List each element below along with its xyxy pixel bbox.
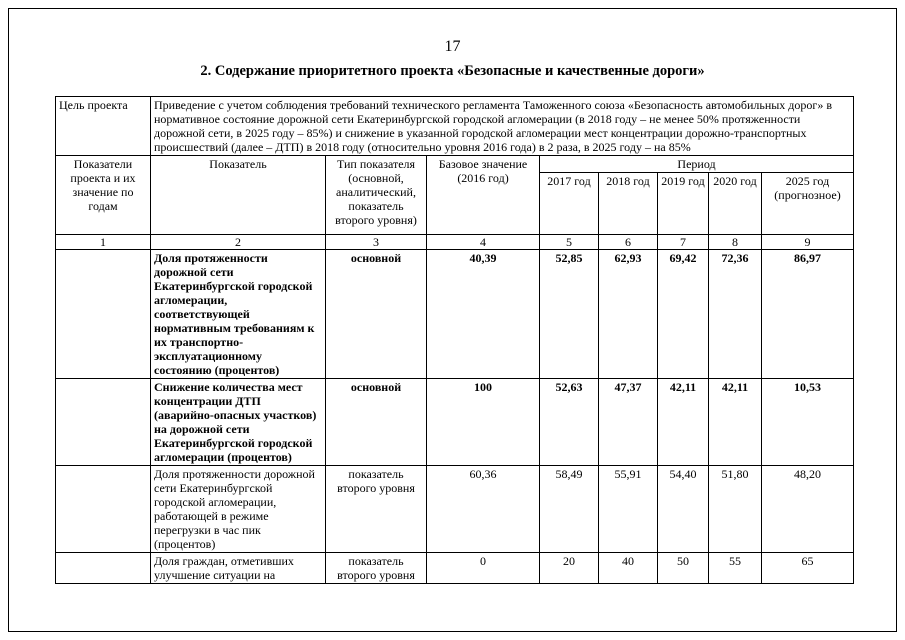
empty-cell [56, 553, 151, 584]
year-value: 58,49 [540, 466, 599, 553]
header-year: 2020 год [709, 173, 762, 235]
goal-text: Приведение с учетом соблюдения требований технического регламента Таможенного союза «Безопасность автомобильных дорог» в нормативное состояние дорожной сети Екатеринбургской городской агломерации (в 2018 году – не менее 50% протяженности дорожной сети, в 2025 году – 85%) и снижение в указанной городской агломерации мест концентрации дорожно-транспортных происшествий (далее – ДТП) в 2018 году (относительно уровня 2016 года) в 2 раза, в 2025 году – на 85% [151, 97, 854, 156]
goal-row [56, 97, 854, 156]
indicator-name: Доля протяженности дорожной сети Екатеринбургской городской агломерации, работающей в режиме перегрузки в час пик (процентов) [151, 466, 326, 553]
year-value: 55,91 [599, 466, 658, 553]
empty-cell [56, 466, 151, 553]
base-value: 100 [427, 379, 540, 466]
header-year: 2017 год [540, 173, 599, 235]
header-period: Период [540, 156, 854, 173]
header-type: Тип показателя (основной, аналитический, показатель второго уровня) [326, 156, 427, 235]
year-value: 42,11 [709, 379, 762, 466]
header-year: 2019 год [658, 173, 709, 235]
column-number: 2 [151, 235, 326, 250]
table-row [56, 379, 854, 466]
indicator-name: Доля протяженности дорожной сети Екатеринбургской городской агломерации, соответствующей нормативным требованиям к их транспортно-эксплуатационному состоянию (процентов) [151, 250, 326, 379]
header-row [56, 156, 854, 173]
column-number: 1 [56, 235, 151, 250]
base-value: 40,39 [427, 250, 540, 379]
header-year: 2018 год [599, 173, 658, 235]
indicator-type: основной [326, 379, 427, 466]
goal-label: Цель проекта [56, 97, 151, 156]
year-value: 55 [709, 553, 762, 584]
indicator-name: Доля граждан, отметивших улучшение ситуации на [151, 553, 326, 584]
column-number: 3 [326, 235, 427, 250]
column-number: 7 [658, 235, 709, 250]
year-value: 20 [540, 553, 599, 584]
indicator-type: показатель второго уровня [326, 553, 427, 584]
year-value: 10,53 [762, 379, 854, 466]
indicators-label: Показатели проекта и их значение по годам [56, 156, 151, 235]
table-row [56, 466, 854, 553]
year-value: 48,20 [762, 466, 854, 553]
year-value: 54,40 [658, 466, 709, 553]
year-value: 72,36 [709, 250, 762, 379]
year-value: 62,93 [599, 250, 658, 379]
year-value: 52,85 [540, 250, 599, 379]
year-value: 42,11 [658, 379, 709, 466]
year-value: 47,37 [599, 379, 658, 466]
table-row [56, 250, 854, 379]
column-numbers-row [56, 235, 854, 250]
year-value: 40 [599, 553, 658, 584]
column-number: 4 [427, 235, 540, 250]
column-number: 9 [762, 235, 854, 250]
project-table [55, 96, 854, 584]
indicator-type: показатель второго уровня [326, 466, 427, 553]
year-value: 52,63 [540, 379, 599, 466]
base-value: 60,36 [427, 466, 540, 553]
year-value: 86,97 [762, 250, 854, 379]
column-number: 6 [599, 235, 658, 250]
column-number: 8 [709, 235, 762, 250]
indicator-type: основной [326, 250, 427, 379]
page-number: 17 [444, 38, 461, 55]
year-value: 69,42 [658, 250, 709, 379]
year-value: 51,80 [709, 466, 762, 553]
indicator-name: Снижение количества мест концентрации ДТП (аварийно-опасных участков) на дорожной сети Екатеринбургской городской агломерации (процентов) [151, 379, 326, 466]
table-row [56, 553, 854, 584]
base-value: 0 [427, 553, 540, 584]
empty-cell [56, 250, 151, 379]
year-value: 65 [762, 553, 854, 584]
year-value: 50 [658, 553, 709, 584]
header-year: 2025 год (прогнозное) [762, 173, 854, 235]
column-number: 5 [540, 235, 599, 250]
section-title: 2. Содержание приоритетного проекта «Безопасные и качественные дороги» [200, 63, 705, 79]
header-base: Базовое значение (2016 год) [427, 156, 540, 235]
empty-cell [56, 379, 151, 466]
header-indicator: Показатель [151, 156, 326, 235]
